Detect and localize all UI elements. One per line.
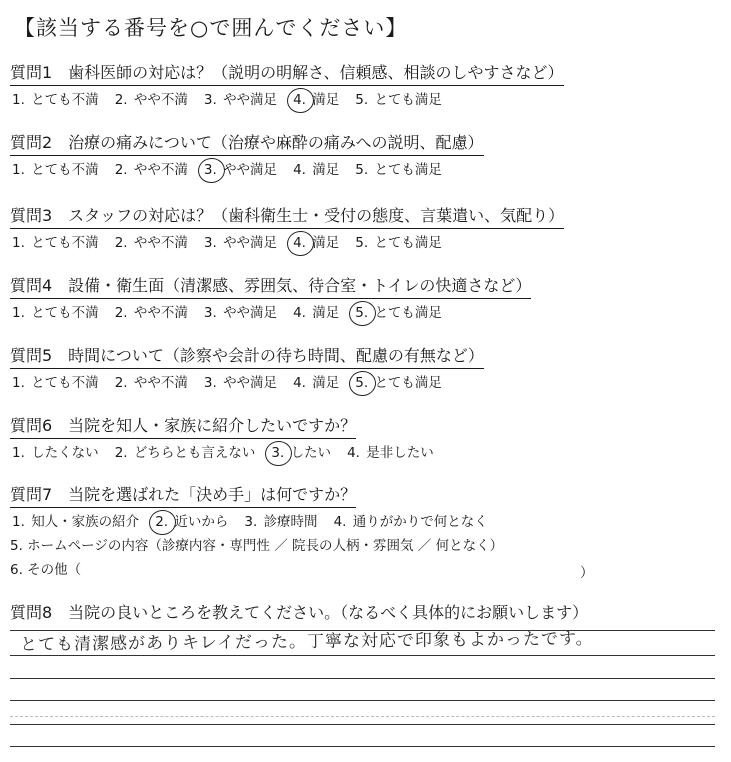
q3-options: [10, 234, 456, 252]
q8-heading: 質問8 当院の良いところを教えてください。（なるべく具体的にお願いします）: [10, 603, 589, 622]
q7-options: [10, 513, 502, 531]
q1-option-4[interactable]: [291, 91, 339, 109]
q6-option-4[interactable]: [345, 444, 434, 462]
q2-option-3[interactable]: [202, 161, 277, 179]
q7-option-1[interactable]: [10, 513, 139, 531]
option-label: やや不満: [133, 305, 188, 321]
option-number: 1.: [12, 162, 25, 178]
option-number: 2.: [114, 235, 128, 251]
option-number: 3.: [203, 235, 217, 251]
option-number: 4.: [333, 514, 347, 530]
option-label: 満足: [312, 235, 340, 251]
q2-option-5[interactable]: [353, 161, 442, 179]
option-number: 4.: [293, 92, 306, 108]
option-number: 3.: [203, 162, 217, 178]
q2-options: [10, 161, 456, 179]
option-number: 1.: [12, 235, 25, 251]
q3-option-1[interactable]: [10, 234, 99, 252]
option-label: 診療時間: [263, 514, 318, 530]
q5-option-4[interactable]: [291, 374, 339, 392]
q7-option-other[interactable]: 6. その他（: [10, 562, 82, 578]
q1-option-5[interactable]: [353, 91, 442, 109]
q3-heading: 質問3 スタッフの対応は？（歯科衛生士・受付の態度、言葉遣い、気配り）: [10, 206, 564, 229]
option-label: したい: [290, 445, 332, 461]
option-number: 4.: [293, 305, 306, 321]
option-label: 満足: [312, 375, 340, 391]
option-number: 4.: [293, 235, 306, 251]
option-number: 3.: [203, 92, 217, 108]
answer-line: [10, 678, 715, 679]
option-label: とても不満: [31, 375, 99, 391]
answer-line: [10, 746, 715, 747]
option-label: とても不満: [31, 162, 99, 178]
q4-options: [10, 304, 456, 322]
option-label: 満足: [312, 305, 340, 321]
option-number: 2.: [114, 92, 128, 108]
option-label: 是非したい: [366, 445, 434, 461]
option-label: とても不満: [31, 305, 99, 321]
q2-heading: 質問2 治療の痛みについて（治療や麻酔の痛みへの説明、配慮）: [10, 133, 484, 156]
option-label: とても不満: [31, 235, 99, 251]
option-number: 5.: [355, 375, 369, 391]
option-number: 4.: [293, 375, 306, 391]
option-number: 4.: [293, 162, 306, 178]
option-label: 満足: [312, 92, 340, 108]
option-label: やや満足: [223, 305, 278, 321]
answer-line: [10, 655, 715, 656]
q5-option-3[interactable]: [202, 374, 277, 392]
option-label: やや不満: [133, 375, 188, 391]
q7-option-3[interactable]: [242, 513, 317, 531]
option-number: 2.: [114, 445, 128, 461]
option-number: 1.: [12, 514, 25, 530]
q3-option-5[interactable]: [353, 234, 442, 252]
q7-option-homepage[interactable]: 5. ホームページの内容（診療内容・専門性 ／ 院長の人柄・雰囲気 ／ 何となく）: [10, 538, 504, 554]
answer-line: [10, 724, 715, 725]
q6-option-2[interactable]: [113, 444, 256, 462]
q7-option-4[interactable]: [332, 513, 488, 531]
option-number: 1.: [12, 305, 25, 321]
option-number: 5.: [355, 92, 369, 108]
option-number: 2.: [114, 162, 128, 178]
option-number: 1.: [12, 375, 25, 391]
q6-heading: 質問6 当院を知人・家族に紹介したいですか？: [10, 416, 356, 439]
option-label: とても満足: [374, 92, 442, 108]
option-number: 3.: [203, 375, 217, 391]
q4-option-2[interactable]: [113, 304, 188, 322]
q7-other-close: ）: [580, 565, 594, 581]
option-label: 満足: [312, 162, 340, 178]
q4-heading: 質問4 設備・衛生面（清潔感、雰囲気、待合室・トイレの快適さなど）: [10, 276, 531, 299]
q3-option-3[interactable]: [202, 234, 277, 252]
q3-option-4[interactable]: [291, 234, 339, 252]
q5-option-5[interactable]: [353, 374, 442, 392]
option-number: 2.: [155, 514, 169, 530]
q1-option-1[interactable]: [10, 91, 99, 109]
option-label: やや満足: [223, 92, 278, 108]
option-number: 2.: [114, 375, 128, 391]
option-label: したくない: [31, 445, 99, 461]
option-number: 3.: [271, 445, 285, 461]
option-number: 3.: [244, 514, 258, 530]
option-label: とても満足: [374, 305, 442, 321]
option-number: 2.: [114, 305, 128, 321]
option-label: やや不満: [133, 92, 188, 108]
q4-option-1[interactable]: [10, 304, 99, 322]
option-label: とても不満: [31, 92, 99, 108]
option-number: 4.: [347, 445, 360, 461]
option-label: やや不満: [133, 162, 188, 178]
option-number: 5.: [355, 305, 369, 321]
option-number: 5.: [355, 235, 369, 251]
q4-option-3[interactable]: [202, 304, 277, 322]
form-title: 【該当する番号を○で囲んでください】: [14, 16, 408, 40]
q6-option-1[interactable]: [10, 444, 99, 462]
q6-option-3[interactable]: [269, 444, 331, 462]
option-label: やや不満: [133, 235, 188, 251]
q5-option-1[interactable]: [10, 374, 99, 392]
answer-line: [10, 700, 715, 701]
q4-option-4[interactable]: [291, 304, 339, 322]
option-label: どちらとも言えない: [133, 445, 256, 461]
answer-line: [10, 716, 715, 717]
q2-option-1[interactable]: [10, 161, 99, 179]
option-number: 1.: [12, 92, 25, 108]
q7-option-2[interactable]: [153, 513, 228, 531]
option-label: とても満足: [374, 162, 442, 178]
q1-option-2[interactable]: [113, 91, 188, 109]
q2-option-2[interactable]: [113, 161, 188, 179]
option-label: とても満足: [374, 375, 442, 391]
option-label: 通りがかりで何となく: [352, 514, 488, 530]
q1-option-3[interactable]: [202, 91, 277, 109]
option-label: やや満足: [223, 162, 278, 178]
q6-options: [10, 444, 448, 462]
option-label: やや満足: [223, 375, 278, 391]
q4-option-5[interactable]: [353, 304, 442, 322]
option-label: やや満足: [223, 235, 278, 251]
q5-options: [10, 374, 456, 392]
option-label: 近いから: [174, 514, 229, 530]
option-number: 3.: [203, 305, 217, 321]
option-number: 5.: [355, 162, 369, 178]
q5-heading: 質問5 時間について（診察や会計の待ち時間、配慮の有無など）: [10, 346, 484, 369]
q1-options: [10, 91, 456, 109]
option-label: とても満足: [374, 235, 442, 251]
q2-option-4[interactable]: [291, 161, 339, 179]
option-number: 1.: [12, 445, 25, 461]
q7-heading: 質問7 当院を選ばれた「決め手」は何ですか？: [10, 485, 356, 508]
q1-heading: 質問1 歯科医師の対応は？（説明の明解さ、信頼感、相談のしやすさなど）: [10, 63, 564, 86]
q8-handwritten-answer[interactable]: とても清潔感がありキレイだった。丁寧な対応で印象もよかったです。: [19, 628, 594, 656]
q5-option-2[interactable]: [113, 374, 188, 392]
option-label: 知人・家族の紹介: [31, 514, 140, 530]
q3-option-2[interactable]: [113, 234, 188, 252]
